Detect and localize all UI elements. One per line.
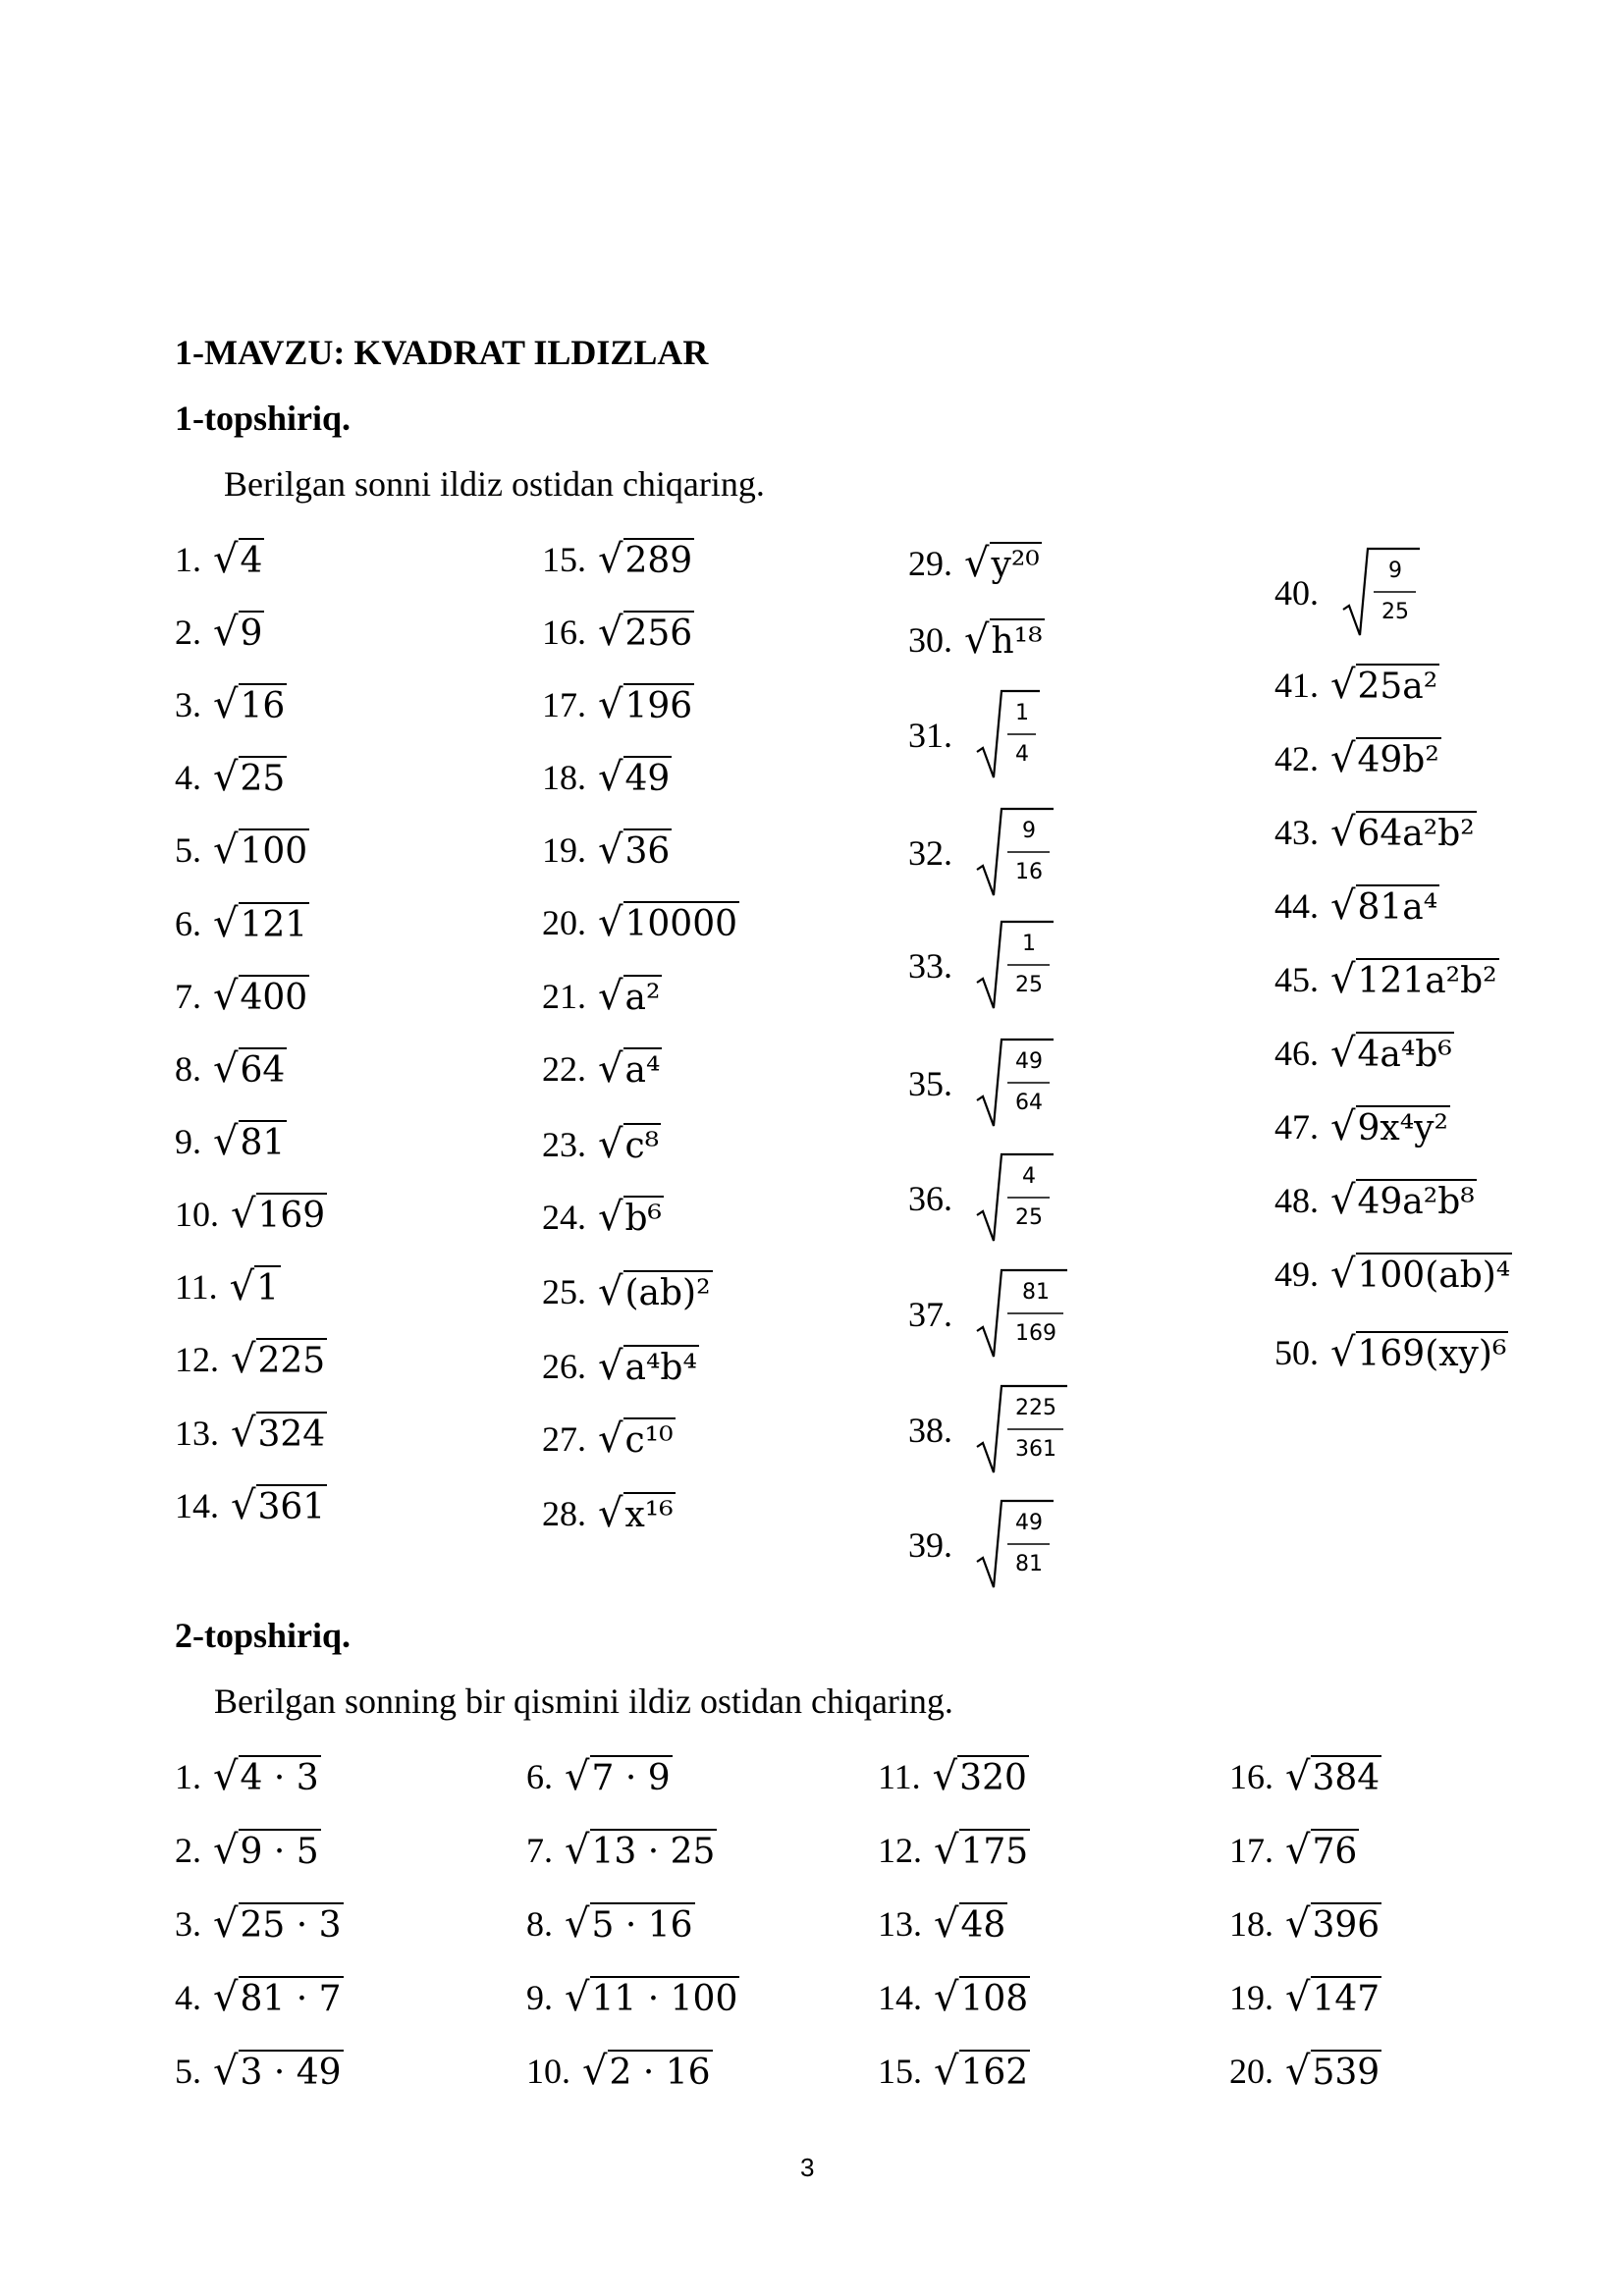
exercise-number: 30.	[908, 620, 952, 660]
radical-sign-icon: √	[1330, 736, 1356, 781]
radicand: 400	[239, 975, 310, 1018]
exercise-number: 38.	[908, 1411, 952, 1450]
exercise-number: 42.	[1274, 739, 1319, 778]
radicand: 320	[957, 1755, 1029, 1798]
radical-sign-icon: √	[213, 1754, 239, 1799]
task1-exercise-4	[175, 748, 287, 807]
exercise-number: 17.	[1229, 1831, 1273, 1870]
radical-sign-icon: √	[565, 1754, 590, 1799]
task2-exercise-13	[878, 1895, 1007, 1953]
task1-exercise-42	[1274, 729, 1441, 788]
radical-sign-icon: √	[565, 1975, 590, 2020]
radicand: 16	[239, 683, 288, 726]
task1-exercise-49	[1274, 1245, 1512, 1304]
exercise-number: 1.	[175, 540, 201, 579]
fraction-denominator: 4	[1015, 742, 1029, 767]
task1-exercise-40	[1274, 545, 1451, 643]
radical-sign-icon: √	[582, 2049, 608, 2094]
fraction-numerator: 49	[1015, 1511, 1043, 1535]
exercise-number: 21.	[542, 977, 586, 1016]
task2-exercise-7	[526, 1821, 717, 1880]
radicand: 225	[256, 1338, 328, 1381]
radical-sign-icon: √	[565, 1828, 590, 1873]
exercise-number: 24.	[542, 1198, 586, 1237]
exercise-number: 12.	[878, 1831, 922, 1870]
radicand: 5 · 16	[590, 1902, 695, 1946]
exercise-number: 48.	[1274, 1181, 1319, 1220]
radicand: 9x⁴y²	[1356, 1105, 1450, 1148]
task1-exercise-20	[542, 893, 739, 952]
task1-exercise-15	[542, 530, 694, 589]
radical-sign-icon: √	[1330, 1330, 1356, 1375]
exercise-number: 15.	[878, 2052, 922, 2091]
exercise-number: 33.	[908, 946, 952, 986]
task1-exercise-44	[1274, 877, 1439, 935]
radical-sign-icon: √	[964, 541, 990, 586]
exercise-number: 4.	[175, 758, 201, 797]
task1-exercise-1	[175, 530, 264, 589]
radicand: 25	[239, 756, 288, 799]
task2-exercise-18	[1229, 1895, 1381, 1953]
task2-exercise-17	[1229, 1821, 1359, 1880]
radicand: y²⁰	[990, 542, 1042, 585]
radicand: 169	[256, 1193, 328, 1236]
radicand: 10000	[623, 901, 740, 944]
radicand: a²	[623, 975, 663, 1018]
radicand: x¹⁶	[623, 1492, 676, 1535]
fraction-denominator: 16	[1015, 860, 1043, 884]
task1-exercise-5	[175, 821, 309, 880]
radicand: 175	[959, 1829, 1031, 1872]
radical-sign-icon: √	[213, 755, 239, 800]
exercise-number: 41.	[1274, 666, 1319, 705]
exercise-number: 14.	[175, 1486, 219, 1525]
exercise-number: 8.	[175, 1049, 201, 1089]
exercise-number: 46.	[1274, 1034, 1319, 1073]
task1-exercise-3	[175, 675, 287, 734]
radical-sign-icon: √	[1330, 1178, 1356, 1223]
exercise-number: 45.	[1274, 960, 1319, 999]
radical-sign-icon: √	[934, 1975, 959, 2020]
radical-sign-icon: √	[213, 1119, 239, 1164]
exercise-number: 5.	[175, 2052, 201, 2091]
exercise-number: 29.	[908, 544, 952, 583]
exercise-number: 40.	[1274, 573, 1319, 613]
radical-sign-icon: √	[598, 1269, 623, 1314]
task2-exercise-20	[1229, 2042, 1381, 2101]
radicand: 196	[623, 683, 695, 726]
task2-exercise-3	[175, 1895, 344, 1953]
task1-exercise-10	[175, 1185, 327, 1244]
radicand: 81 · 7	[239, 1976, 344, 2019]
exercise-number: 49.	[1274, 1255, 1319, 1294]
radicand: 64	[239, 1047, 288, 1091]
radicand: 100	[239, 828, 310, 872]
task1-exercise-22	[542, 1040, 662, 1098]
exercise-number: 20.	[1229, 2052, 1273, 2091]
exercise-number: 44.	[1274, 886, 1319, 926]
exercise-number: 31.	[908, 716, 952, 755]
exercise-number: 5.	[175, 830, 201, 870]
exercise-number: 1.	[175, 1757, 201, 1796]
exercise-number: 18.	[1229, 1904, 1273, 1944]
fraction-numerator: 4	[1022, 1164, 1036, 1189]
task1-exercise-2	[175, 603, 264, 662]
task1-exercise-24	[542, 1188, 664, 1247]
fraction-denominator: 169	[1015, 1321, 1056, 1346]
exercise-number: 3.	[175, 685, 201, 724]
fraction-numerator: 9	[1022, 819, 1036, 843]
radicand: 4a⁴b⁶	[1356, 1032, 1454, 1075]
exercise-number: 19.	[1229, 1978, 1273, 2017]
radicand: 256	[623, 611, 695, 654]
radical-sign-icon: √	[598, 682, 623, 727]
radicand: 7 · 9	[590, 1755, 673, 1798]
task1-exercise-8	[175, 1040, 287, 1098]
radical-sign-icon: √	[1330, 1104, 1356, 1149]
radicand: b⁶	[623, 1196, 664, 1239]
task1-heading: 1-topshiriq.	[175, 399, 352, 438]
exercise-number: 47.	[1274, 1107, 1319, 1147]
exercise-number: 13.	[175, 1414, 219, 1453]
radicand: 76	[1311, 1829, 1360, 1872]
task1-exercise-27	[542, 1410, 676, 1468]
radical-sign-icon: √	[213, 1901, 239, 1947]
radical-sign-icon: √	[1285, 1828, 1311, 1873]
task2-exercise-5	[175, 2042, 344, 2101]
radical-sign-icon: √	[1285, 2049, 1311, 2094]
task1-exercise-6	[175, 894, 309, 953]
task2-exercise-1	[175, 1747, 321, 1806]
radicand: c¹⁰	[623, 1417, 676, 1461]
exercise-number: 28.	[542, 1494, 586, 1533]
exercise-number: 6.	[526, 1757, 553, 1796]
page-number: 3	[800, 2153, 815, 2182]
fraction-numerator: 81	[1022, 1280, 1050, 1305]
task1-exercise-14	[175, 1476, 327, 1535]
task1-exercise-9	[175, 1112, 287, 1171]
task1-exercise-16	[542, 603, 694, 662]
exercise-number: 19.	[542, 830, 586, 870]
exercise-number: 9.	[175, 1122, 201, 1161]
task2-instruction: Berilgan sonning bir qismini ildiz ostidan chiqaring.	[214, 1682, 953, 1721]
fraction-numerator: 1	[1022, 932, 1036, 956]
radicand: 1	[254, 1265, 281, 1308]
radicand: 100(ab)⁴	[1356, 1253, 1513, 1296]
exercise-number: 15.	[542, 540, 586, 579]
task1-exercise-48	[1274, 1171, 1477, 1230]
radical-sign-icon: √	[598, 974, 623, 1019]
task2-exercise-2	[175, 1821, 321, 1880]
task1-exercise-23	[542, 1115, 661, 1174]
exercise-number: 6.	[175, 904, 201, 943]
exercise-number: 8.	[526, 1904, 553, 1944]
radical-sign-icon: √	[1330, 810, 1356, 855]
task2-exercise-14	[878, 1968, 1030, 2027]
radical-sign-icon: √	[598, 1416, 623, 1462]
radical-sign-icon: √	[1330, 957, 1356, 1002]
exercise-number: 32.	[908, 833, 952, 873]
exercise-number: 35.	[908, 1064, 952, 1103]
fraction-denominator: 25	[1015, 1205, 1043, 1230]
exercise-number: 7.	[175, 977, 201, 1016]
exercise-number: 43.	[1274, 813, 1319, 852]
exercise-number: 17.	[542, 685, 586, 724]
task2-exercise-8	[526, 1895, 695, 1953]
radical-sign-icon: √	[964, 617, 990, 663]
task1-exercise-45	[1274, 950, 1499, 1009]
fraction-numerator: 49	[1015, 1049, 1043, 1074]
radical-sign-icon: √	[1285, 1901, 1311, 1947]
radicand: 48	[959, 1902, 1008, 1946]
task1-exercise-43	[1274, 803, 1477, 862]
exercise-number: 36.	[908, 1179, 952, 1218]
fraction-denominator: 64	[1015, 1091, 1043, 1115]
radical-sign-icon: √	[598, 1491, 623, 1536]
radicand: 162	[959, 2050, 1031, 2093]
radicand: 169(xy)⁶	[1356, 1331, 1509, 1374]
task1-exercise-37	[908, 1266, 1085, 1364]
radical-sign-icon: √	[213, 1975, 239, 2020]
exercise-number: 7.	[526, 1831, 553, 1870]
task1-exercise-21	[542, 967, 662, 1026]
radical-sign-icon: √	[598, 1046, 623, 1092]
task2-exercise-4	[175, 1968, 344, 2027]
exercise-number: 14.	[878, 1978, 922, 2017]
radicand: 13 · 25	[590, 1829, 718, 1872]
task2-heading: 2-topshiriq.	[175, 1616, 352, 1655]
radicand: a⁴b⁴	[623, 1345, 699, 1388]
fraction-denominator: 81	[1015, 1552, 1043, 1576]
radicand: 64a²b²	[1356, 811, 1477, 854]
radical-sign-icon: √	[598, 537, 623, 582]
exercise-number: 3.	[175, 1904, 201, 1944]
radical-sign-icon: √	[598, 1195, 623, 1240]
task1-exercise-26	[542, 1337, 699, 1396]
task1-exercise-50	[1274, 1323, 1508, 1382]
radicand: 361	[256, 1484, 328, 1527]
radicand: 36	[623, 828, 673, 872]
radicand: 396	[1311, 1902, 1382, 1946]
radical-sign-icon: √	[231, 1337, 256, 1382]
radicand: 25 · 3	[239, 1902, 344, 1946]
radical-sign-icon: √	[1330, 663, 1356, 708]
radical-sign-icon: √	[598, 1344, 623, 1389]
task2-exercise-11	[878, 1747, 1029, 1806]
task2-exercise-16	[1229, 1747, 1381, 1806]
exercise-number: 12.	[175, 1340, 219, 1379]
radicand: 25a²	[1356, 664, 1440, 707]
radicand: 81	[239, 1120, 288, 1163]
exercise-number: 11.	[878, 1757, 921, 1796]
radical-sign-icon: √	[598, 755, 623, 800]
fraction-denominator: 361	[1015, 1437, 1056, 1462]
radical-sign-icon: √	[229, 1264, 255, 1309]
fraction-denominator: 25	[1015, 973, 1043, 997]
radicand: 539	[1311, 2050, 1382, 2093]
radicand: c⁸	[623, 1123, 662, 1166]
exercise-number: 20.	[542, 903, 586, 942]
exercise-number: 25.	[542, 1272, 586, 1311]
task1-exercise-13	[175, 1404, 327, 1463]
exercise-number: 50.	[1274, 1333, 1319, 1372]
task1-exercise-19	[542, 821, 672, 880]
radical-sign-icon: √	[213, 2049, 239, 2094]
radical-sign-icon: √	[1285, 1975, 1311, 2020]
radicand: 384	[1311, 1755, 1382, 1798]
fraction-numerator: 225	[1015, 1396, 1056, 1420]
fraction-numerator: 9	[1388, 559, 1402, 583]
exercise-number: 2.	[175, 1831, 201, 1870]
task1-exercise-29	[908, 534, 1042, 593]
exercise-number: 10.	[526, 2052, 570, 2091]
task1-exercise-36	[908, 1150, 1085, 1249]
task2-exercise-6	[526, 1747, 673, 1806]
radicand: 9 · 5	[239, 1829, 321, 1872]
task1-exercise-33	[908, 918, 1085, 1016]
radicand: 49	[623, 756, 673, 799]
exercise-number: 4.	[175, 1978, 201, 2017]
exercise-number: 26.	[542, 1347, 586, 1386]
exercise-number: 22.	[542, 1049, 586, 1089]
radical-sign-icon: √	[1330, 883, 1356, 929]
radicand: 4 · 3	[239, 1755, 321, 1798]
task1-exercise-35	[908, 1036, 1085, 1134]
task1-exercise-28	[542, 1484, 676, 1543]
radicand: 3 · 49	[239, 2050, 344, 2093]
radicand: a⁴	[623, 1047, 663, 1091]
task2-exercise-10	[526, 2042, 713, 2101]
radical-sign-icon: √	[213, 974, 239, 1019]
task2-exercise-15	[878, 2042, 1030, 2101]
radical-sign-icon: √	[213, 1828, 239, 1873]
task1-exercise-30	[908, 611, 1045, 669]
radical-sign-icon: √	[231, 1483, 256, 1528]
page-title: 1-MAVZU: KVADRAT ILDIZLAR	[175, 333, 709, 372]
task2-exercise-19	[1229, 1968, 1381, 2027]
task1-exercise-41	[1274, 656, 1439, 715]
radical-sign-icon: √	[934, 1901, 959, 1947]
radical-sign-icon: √	[598, 610, 623, 655]
radicand: (ab)²	[623, 1270, 713, 1313]
task1-exercise-25	[542, 1262, 713, 1321]
radical-sign-icon: √	[213, 682, 239, 727]
exercise-number: 39.	[908, 1525, 952, 1565]
exercise-number: 10.	[175, 1195, 219, 1234]
radicand: 121	[239, 902, 310, 945]
task1-exercise-12	[175, 1330, 327, 1389]
task2-exercise-12	[878, 1821, 1030, 1880]
radical-sign-icon: √	[932, 1754, 958, 1799]
task1-exercise-31	[908, 687, 1085, 785]
radicand: 49b²	[1356, 737, 1441, 780]
fraction-denominator: 25	[1381, 600, 1409, 624]
exercise-number: 37.	[908, 1295, 952, 1334]
radicand: 121a²b²	[1356, 958, 1499, 1001]
task2-exercise-9	[526, 1968, 739, 2027]
fraction-numerator: 1	[1015, 701, 1029, 725]
radical-sign-icon: √	[598, 900, 623, 945]
radicand: 11 · 100	[590, 1976, 740, 2019]
radicand: h¹⁸	[990, 618, 1045, 662]
radical-sign-icon: √	[598, 1122, 623, 1167]
exercise-number: 27.	[542, 1419, 586, 1459]
radical-sign-icon: √	[934, 2049, 959, 2094]
radicand: 2 · 16	[608, 2050, 713, 2093]
exercise-number: 9.	[526, 1978, 553, 2017]
task1-exercise-32	[908, 805, 1085, 903]
radical-sign-icon: √	[1330, 1252, 1356, 1297]
radicand: 4	[239, 538, 265, 581]
radical-sign-icon: √	[213, 610, 239, 655]
radical-sign-icon: √	[213, 828, 239, 873]
task1-instruction: Berilgan sonni ildiz ostidan chiqaring.	[224, 464, 765, 504]
radical-sign-icon: √	[598, 828, 623, 873]
radical-sign-icon: √	[213, 1046, 239, 1092]
radical-sign-icon: √	[213, 537, 239, 582]
task1-exercise-17	[542, 675, 694, 734]
radicand: 49a²b⁸	[1356, 1179, 1477, 1222]
exercise-number: 23.	[542, 1125, 586, 1164]
exercise-number: 13.	[878, 1904, 922, 1944]
radical-sign-icon: √	[565, 1901, 590, 1947]
radicand: 324	[256, 1412, 328, 1455]
exercise-number: 16.	[1229, 1757, 1273, 1796]
task1-exercise-18	[542, 748, 672, 807]
task1-exercise-39	[908, 1497, 1085, 1595]
exercise-number: 16.	[542, 613, 586, 652]
radical-sign-icon: √	[1285, 1754, 1311, 1799]
radical-sign-icon: √	[213, 901, 239, 946]
radical-sign-icon: √	[1330, 1031, 1356, 1076]
task1-exercise-11	[175, 1257, 281, 1316]
task1-exercise-46	[1274, 1024, 1454, 1083]
task1-exercise-38	[908, 1382, 1085, 1480]
radical-sign-icon: √	[934, 1828, 959, 1873]
radicand: 9	[239, 611, 265, 654]
exercise-number: 18.	[542, 758, 586, 797]
radical-sign-icon: √	[231, 1411, 256, 1456]
exercise-number: 11.	[175, 1267, 218, 1307]
radicand: 81a⁴	[1356, 884, 1440, 928]
exercise-number: 2.	[175, 613, 201, 652]
radicand: 289	[623, 538, 695, 581]
task1-exercise-47	[1274, 1097, 1450, 1156]
radicand: 147	[1311, 1976, 1382, 2019]
radicand: 108	[959, 1976, 1031, 2019]
radical-sign-icon: √	[231, 1192, 256, 1237]
task1-exercise-7	[175, 967, 309, 1026]
